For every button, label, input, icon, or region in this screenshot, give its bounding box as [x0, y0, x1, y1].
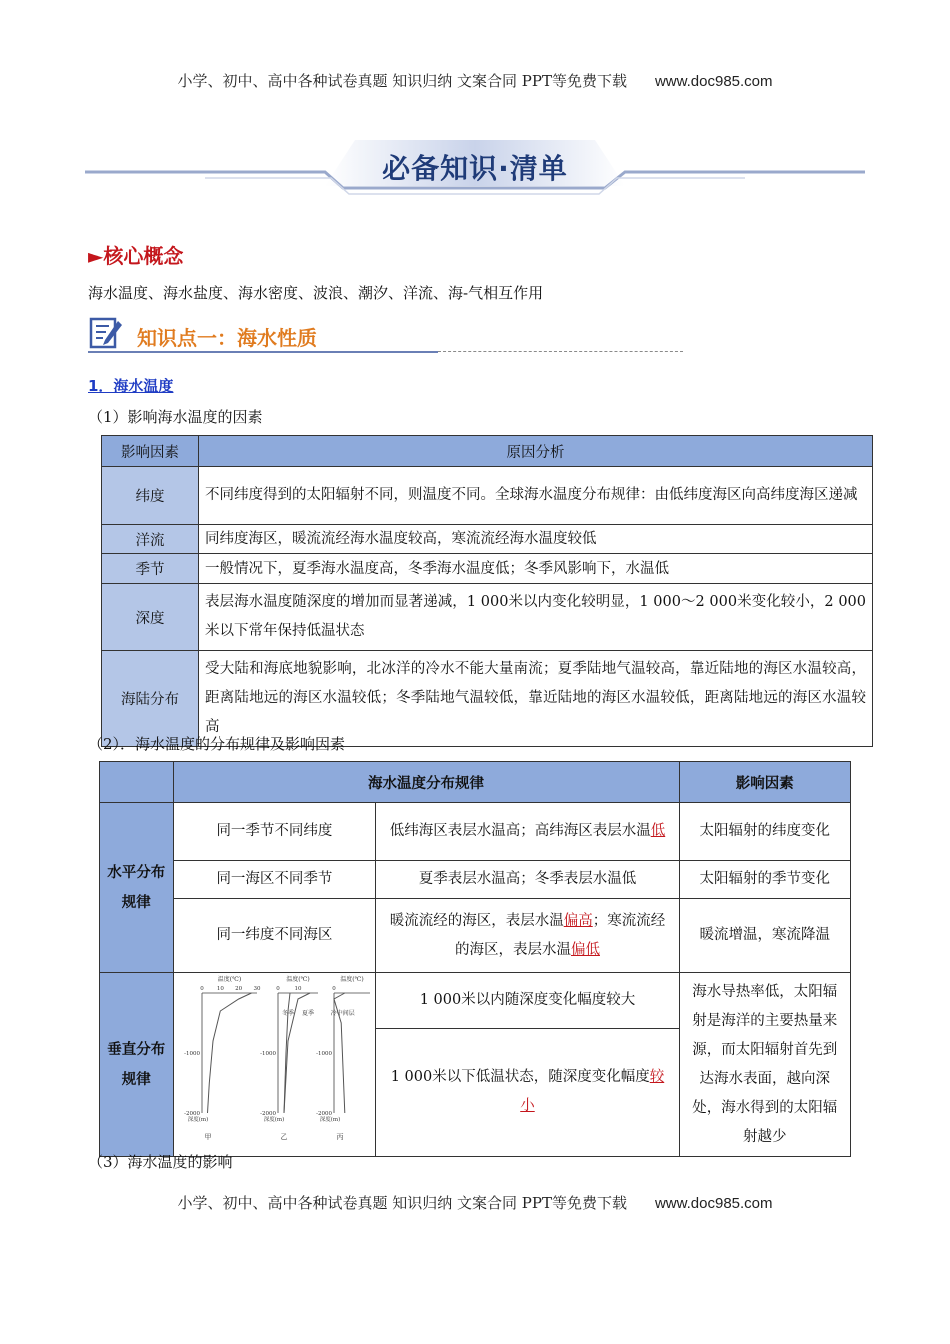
x-axis-label: 温度(℃): [286, 976, 311, 983]
y-axis-label: 深度(m): [188, 1117, 209, 1123]
header-url[interactable]: www.doc985.com: [654, 73, 773, 90]
analysis-cell: 一般情况下，夏季海水温度高，冬季海水温度低；冬季风影响下，水温低: [199, 554, 873, 584]
series-line: [208, 993, 252, 1113]
factor-cell: 洋流: [102, 525, 199, 554]
series-label: 冬季: [282, 1010, 295, 1017]
rule-emphasis: 较小: [520, 1069, 665, 1115]
distribution-table: [99, 761, 851, 1157]
y-tick-label: -1000: [260, 1051, 277, 1057]
factor-cell: 海水导热率低，太阳辐射是海洋的主要热量来源，而太阳辐射首先到达海水表面，越向深处，海水得到的太阳辐射越少: [679, 973, 850, 1157]
banner-title: 必备知识·清单: [382, 152, 568, 185]
x-tick-label: 10: [217, 986, 225, 992]
rule-cell: [376, 1028, 679, 1156]
table-row: [100, 973, 851, 1029]
rule-text: 暖流流经的海区，表层水温: [389, 912, 564, 929]
rule-emphasis: 低: [650, 823, 666, 839]
case-cell: 同一海区不同季节: [173, 861, 376, 899]
factor-cell: 太阳辐射的纬度变化: [679, 803, 850, 861]
analysis-cell: 同纬度海区，暖流流经海水温度较高，寒流流经海水温度较低: [199, 525, 873, 554]
table-row: [100, 861, 851, 899]
y-tick-label: -1000: [316, 1051, 333, 1057]
table-header-cell: 海水温度分布规律: [173, 762, 679, 803]
table-header-cell: [100, 762, 174, 803]
y-tick-label: -2000: [316, 1111, 333, 1117]
page-header: [0, 70, 950, 91]
x-tick-label: 10: [294, 986, 302, 992]
series-label: 冷中间层: [331, 1010, 356, 1017]
y-tick-label: -1000: [184, 1051, 201, 1057]
x-axis-label: 温度(℃): [218, 976, 242, 983]
subsection-title-2: （2）．海水温度的分布规律及影响因素: [88, 735, 346, 753]
y-axis-label: 深度(m): [320, 1117, 341, 1123]
factor-cell: 深度: [102, 584, 199, 651]
table-row: [102, 584, 873, 651]
footer-text: 小学、初中、高中各种试卷真题 知识归纳 文案合同 PPT等免费下载: [177, 1194, 627, 1212]
x-tick-label: 20: [235, 986, 243, 992]
factor-cell: 纬度: [102, 467, 199, 525]
x-axis-label: 温度(℃): [340, 976, 365, 983]
table-header-row: [102, 436, 873, 467]
table-header-cell: 影响因素: [102, 436, 199, 467]
page-footer: [0, 1192, 950, 1213]
rule-text: 1 000米以下低温状态，随深度变化幅度: [390, 1069, 650, 1086]
group-cell-vertical: 垂直分布规律: [100, 973, 174, 1157]
panel-label: 甲: [204, 1133, 212, 1141]
rule-text: 低纬海区表层水温高；高纬海区表层水温: [389, 823, 651, 839]
core-concept-title: ►核心概念: [88, 244, 184, 268]
case-cell: 同一季节不同纬度: [173, 803, 376, 861]
factor-cell: 暖流增温，寒流降温: [679, 899, 850, 973]
table-header-cell: 原因分析: [199, 436, 873, 467]
temperature-depth-chart: [174, 973, 374, 1145]
factors-table: [101, 435, 873, 747]
rule-cell: [376, 899, 679, 973]
y-axis-label: 深度(m): [264, 1117, 285, 1123]
x-tick-label: 30: [253, 986, 261, 992]
knowledge-point-title: 知识点一：海水性质: [137, 326, 317, 350]
factor-cell: 海陆分布: [102, 651, 199, 747]
rule-cell: [376, 803, 679, 861]
analysis-cell: 不同纬度得到的太阳辐射不同，则温度不同。全球海水温度分布规律：由低纬度海区向高纬度海区递减: [199, 467, 873, 525]
header-text: 小学、初中、高中各种试卷真题 知识归纳 文案合同 PPT等免费下载: [177, 72, 627, 90]
y-tick-label: -2000: [260, 1111, 277, 1117]
section-title-sea-temperature[interactable]: 1．海水温度: [88, 377, 174, 395]
rule-emphasis: 偏低: [570, 941, 600, 958]
group-cell-horizontal: 水平分布规律: [100, 803, 174, 973]
subsection-title-1: （1）影响海水温度的因素: [88, 408, 263, 426]
divider-dashed: [438, 351, 683, 352]
table-row: [102, 525, 873, 554]
series-label: 夏季: [302, 1010, 315, 1017]
panel-label: 丙: [336, 1133, 344, 1141]
divider-solid: [88, 351, 438, 353]
rule-cell: 1 000米以内随深度变化幅度较大: [376, 973, 679, 1029]
x-tick-label: 0: [276, 986, 281, 992]
analysis-cell: 表层海水温度随深度的增加而显著递减，1 000米以内变化较明显，1 000～2 000米变化较小，2 000米以下常年保持低温状态: [199, 584, 873, 651]
table-row: [100, 803, 851, 861]
temperature-depth-charts-cell: [173, 973, 376, 1157]
analysis-cell: 受大陆和海底地貌影响，北冰洋的冷水不能大量南流；夏季陆地气温较高，靠近陆地的海区水温较高，距离陆地远的海区水温较低；冬季陆地气温较低，靠近陆地的海区水温较低，距离陆地远的海区水温较高: [199, 651, 873, 747]
rule-emphasis: 偏高: [563, 912, 593, 929]
x-tick-label: 0: [332, 986, 337, 992]
x-tick-label: 0: [200, 986, 205, 992]
table-row: [102, 554, 873, 584]
factor-cell: 太阳辐射的季节变化: [679, 861, 850, 899]
factor-cell: 季节: [102, 554, 199, 584]
table-header-cell: 影响因素: [679, 762, 850, 803]
rule-cell: 夏季表层水温高；冬季表层水温低: [376, 861, 679, 899]
case-cell: 同一纬度不同海区: [173, 899, 376, 973]
footer-url[interactable]: www.doc985.com: [654, 1195, 773, 1212]
table-header-row: [100, 762, 851, 803]
y-tick-label: -2000: [184, 1111, 201, 1117]
subsection-title-3: （3）海水温度的影响: [88, 1153, 233, 1171]
panel-label: 乙: [280, 1133, 288, 1141]
rule-text: ；寒流流经的海区，表层水温: [454, 912, 666, 958]
notebook-icon: [88, 315, 124, 351]
table-row: [100, 899, 851, 973]
table-row: [102, 467, 873, 525]
core-concept-text: 海水温度、海水盐度、海水密度、波浪、潮汐、洋流、海-气相互作用: [88, 284, 544, 302]
